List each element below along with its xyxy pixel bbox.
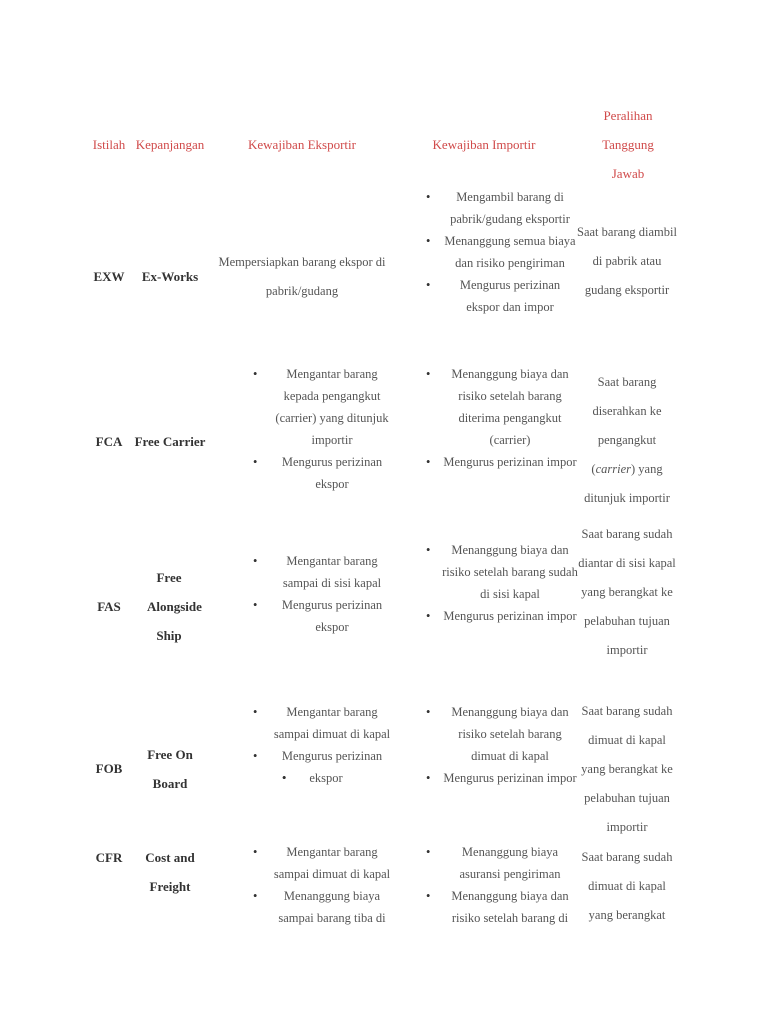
list-item: • Mengurus perizinan ekspor xyxy=(245,594,395,638)
importer-obligations xyxy=(418,363,578,473)
term-full-name: Cost and Freight xyxy=(145,850,195,894)
responsibility-transfer: Saat barang sudah diantar di sisi kapal yang berangkat ke pelabuhan tujuan importir xyxy=(578,527,676,657)
responsibility-transfer: Saat barang sudah dimuat di kapal yang berangkat xyxy=(581,850,673,922)
list-item: • Mengurus perizinan xyxy=(245,745,395,767)
responsibility-transfer: Saat barang diserahkan ke pengangkut (carrier) yang ditunjuk importir xyxy=(584,375,670,505)
term-full-name: Free Carrier xyxy=(134,434,206,449)
exporter-obligation: Mempersiapkan barang ekspor di pabrik/gudang xyxy=(218,255,386,298)
exporter-obligations xyxy=(245,550,395,638)
header-istilah: Istilah xyxy=(92,137,126,152)
list-item: • Menanggung biaya asuransi pengiriman xyxy=(418,841,578,885)
importer-obligations xyxy=(418,186,578,318)
term-code: CFR xyxy=(95,850,123,865)
term-code: FOB xyxy=(95,761,123,776)
list-item: • Menanggung biaya dan risiko setelah barang diterima pengangkut (carrier) xyxy=(418,363,578,451)
responsibility-transfer: Saat barang diambil di pabrik atau gudang eksportir xyxy=(577,225,677,297)
exporter-obligations xyxy=(245,701,395,767)
list-item: • ekspor xyxy=(274,767,354,789)
list-item: • Mengantar barang sampai di sisi kapal xyxy=(245,550,395,594)
list-item: • Mengurus perizinan impor xyxy=(418,767,578,789)
list-item: • Mengantar barang sampai dimuat di kapal xyxy=(245,841,395,885)
list-item: • Mengantar barang sampai dimuat di kapal xyxy=(245,701,395,745)
exporter-obligations-continued xyxy=(274,767,354,789)
exporter-obligations xyxy=(245,363,395,495)
header-peralihan-tanggung-jawab: Peralihan Tanggung Jawab xyxy=(602,108,654,181)
list-item: • Menanggung biaya dan risiko setelah barang sudah di sisi kapal xyxy=(418,539,578,605)
term-code: EXW xyxy=(93,269,125,284)
list-item: • Mengurus perizinan ekspor dan impor xyxy=(418,274,578,318)
exporter-obligations xyxy=(245,841,395,929)
list-item: • Menanggung semua biaya dan risiko pengiriman xyxy=(418,230,578,274)
term-code: FCA xyxy=(95,434,123,449)
header-kewajiban-eksportir: Kewajiban Eksportir xyxy=(248,137,356,152)
header-kepanjangan: Kepanjangan xyxy=(135,137,205,152)
term-full-name: Free Alongside Ship xyxy=(147,570,202,643)
importer-obligations xyxy=(418,841,578,929)
list-item: • Menanggung biaya dan risiko setelah barang di xyxy=(418,885,578,929)
importer-obligations xyxy=(418,701,578,789)
list-item: • Mengurus perizinan impor xyxy=(418,451,578,473)
importer-obligations xyxy=(418,539,578,627)
term-code: FAS xyxy=(97,599,121,614)
list-item: • Mengambil barang di pabrik/gudang eksportir xyxy=(418,186,578,230)
list-item: • Menanggung biaya dan risiko setelah barang dimuat di kapal xyxy=(418,701,578,767)
list-item: • Menanggung biaya sampai barang tiba di xyxy=(245,885,395,929)
term-full-name: Ex-Works xyxy=(141,269,199,284)
list-item: • Mengurus perizinan ekspor xyxy=(245,451,395,495)
list-item: • Mengantar barang kepada pengangkut (carrier) yang ditunjuk importir xyxy=(245,363,395,451)
header-kewajiban-importir: Kewajiban Importir xyxy=(432,137,536,152)
list-item: • Mengurus perizinan impor xyxy=(418,605,578,627)
responsibility-transfer: Saat barang sudah dimuat di kapal yang berangkat ke pelabuhan tujuan importir xyxy=(581,704,673,834)
term-full-name: Free On Board xyxy=(147,747,193,791)
